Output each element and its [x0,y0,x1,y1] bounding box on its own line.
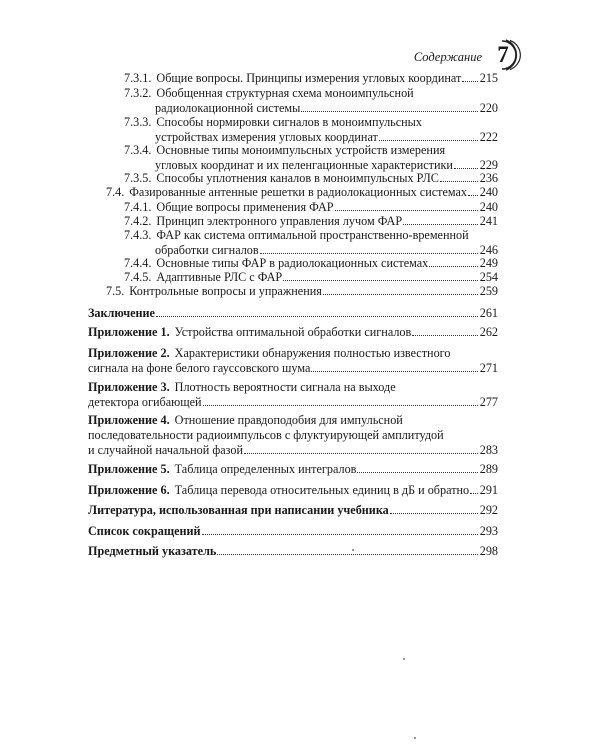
toc-entry-title: Адаптивные РЛС с ФАР [156,270,283,284]
toc-entry-conclusion[interactable] [88,306,498,321]
dot-leader [283,271,478,281]
toc-entry-page: 292 [479,503,498,517]
toc-entry-label: Приложение 6. [88,483,170,497]
dot-leader [156,307,478,317]
toc-entry-appendix-2[interactable] [88,346,498,376]
toc-entry-title: Способы нормировки сигналов в моноимпульсных [156,115,422,129]
dot-leader [203,396,478,406]
toc-entry-title: Предметный указатель [88,544,217,558]
toc-entry-title: Основные типы моноимпульсных устройств измерения [156,143,446,157]
dot-leader [311,362,477,372]
toc-entry-index[interactable] [88,544,498,559]
toc-entry-number: 7.4. [106,185,125,199]
toc-entry-appendix-4[interactable] [88,413,498,458]
toc-entry-7-4[interactable] [106,185,498,200]
toc-entry-label: Приложение 1. [88,325,170,339]
toc-entry-title-cont: детектора огибающей [88,395,202,409]
dot-leader [403,215,478,225]
dot-leader [301,102,477,112]
dot-leader [335,201,478,211]
toc-entry-label: Приложение 5. [88,462,170,476]
toc-entry-7-4-4[interactable] [124,256,498,271]
toc-entry-page: 241 [479,214,498,228]
toc-entry-7-3-5[interactable] [124,171,498,186]
toc-entry-title-cont: последовательности радиоимпульсов с флуктуирующей амплитудой [88,428,444,442]
dot-leader [470,484,478,494]
toc-entry-title: Заключение [88,306,155,320]
dot-leader [260,244,478,254]
toc-entry-number: 7.3.1. [124,71,152,85]
toc-entry-page: 293 [479,524,498,538]
toc-entry-7-4-1[interactable] [124,200,498,215]
toc-entry-page: 283 [479,443,498,457]
toc-entry-title-cont-2: и случайной начальной фазой [88,443,243,457]
toc-entry-number: 7.4.3. [124,228,152,242]
toc-entry-page: 271 [479,361,498,375]
toc-entry-abbreviations[interactable] [88,524,498,539]
toc-entry-page: 254 [479,270,498,284]
toc-entry-page: 259 [479,284,498,298]
toc-entry-title-cont: сигнала на фоне белого гауссовского шума [88,361,311,375]
toc-entry-title: Общие вопросы применения ФАР [156,200,334,214]
scan-speck [352,549,354,551]
toc-entry-page: 249 [479,256,498,270]
toc-entry-literature[interactable] [88,503,498,518]
toc-entry-title: Таблица перевода относительных единиц в дБ и обратно [174,483,470,497]
toc-entry-7-4-2[interactable] [124,214,498,229]
toc-entry-title: Отношение правдоподобия для импульсной [174,413,403,427]
toc-entry-7-4-5[interactable] [124,270,498,285]
toc-entry-number: 7.4.4. [124,256,152,270]
running-head-title: Содержание [413,50,482,64]
toc-entry-number: 7.3.5. [124,171,152,185]
toc-entry-appendix-1[interactable] [88,325,498,340]
page-number: 7 [497,42,509,67]
dot-leader [323,285,478,295]
toc-entry-appendix-3[interactable] [88,380,498,410]
scan-speck [414,737,416,739]
page-header [414,40,522,70]
toc-entry-page: 298 [479,544,498,558]
toc-entry-number: 7.3.3. [124,115,152,129]
toc-entry-title: Литература, использованная при написании учебника [88,503,389,517]
toc-entry-title: Принцип электронного управления лучом ФАР [156,214,403,228]
toc-entry-page: 229 [479,158,498,172]
page-number-badge [492,40,522,70]
toc-entry-label: Приложение 2. [88,346,170,360]
toc-entry-title: Фазированные антенные решетки в радиолокационных системах [129,185,468,199]
toc-entry-title: Таблица определенных интегралов [174,462,357,476]
toc-entry-title: Характеристики обнаружения полностью известного [174,346,451,360]
dot-leader [379,131,478,141]
toc-entry-title: Список сокращений [88,524,201,538]
toc-entry-page: 291 [479,483,498,497]
toc-entry-7-3-4[interactable] [124,143,498,173]
toc-entry-7-5[interactable] [106,284,498,299]
toc-entry-page: 240 [479,200,498,214]
toc-entry-page: 215 [479,71,498,85]
toc-entry-number: 7.3.4. [124,143,152,157]
toc-entry-number: 7.4.2. [124,214,152,228]
toc-entry-title: Способы уплотнения каналов в моноимпульсных РЛС [156,171,439,185]
toc-entry-number: 7.4.1. [124,200,152,214]
toc-entry-title: Основные типы ФАР в радиолокационных системах [156,256,429,270]
dot-leader [429,257,477,267]
scan-speck [403,658,405,660]
toc-entry-page: 246 [479,243,498,257]
dot-leader [217,545,477,555]
dot-leader [357,463,477,473]
toc-entry-page: 261 [479,306,498,320]
toc-entry-appendix-6[interactable] [88,483,498,498]
toc-entry-label: Приложение 3. [88,380,170,394]
toc-entry-7-3-1[interactable] [124,71,498,86]
dot-leader [244,444,478,454]
toc-entry-number: 7.3.2. [124,86,152,100]
toc-entry-title: Контрольные вопросы и упражнения [129,284,322,298]
toc-entry-title: Плотность вероятности сигнала на выходе [174,380,396,394]
dot-leader [440,172,478,182]
toc-entry-label: Приложение 4. [88,413,170,427]
toc-entry-page: 277 [479,395,498,409]
toc-entry-page: 240 [479,185,498,199]
toc-entry-page: 262 [479,325,498,339]
toc-entry-7-3-2[interactable] [124,86,498,116]
toc-entry-page: 220 [479,101,498,115]
dot-leader [412,326,477,336]
dot-leader [462,72,477,82]
toc-entry-appendix-5[interactable] [88,462,498,477]
dot-leader [468,186,478,196]
toc-entry-title-cont: угловых координат и их пеленгационные характеристики [155,158,453,172]
toc-entry-page: 236 [479,171,498,185]
toc-entry-page: 222 [479,130,498,144]
dot-leader [202,525,478,535]
toc-entry-title: Общие вопросы. Принципы измерения угловых координат [156,71,462,85]
dot-leader [390,504,478,514]
toc-entry-number: 7.4.5. [124,270,152,284]
dot-leader [454,159,478,169]
toc-entry-title-cont: устройствах измерения угловых координат [155,130,378,144]
toc-entry-number: 7.5. [106,284,125,298]
toc-entry-7-3-3[interactable] [124,115,498,145]
toc-entry-title: Устройства оптимальной обработки сигналов [174,325,412,339]
toc-entry-title-cont: радиолокационной системы [155,101,301,115]
toc-entry-title-cont: обработки сигналов [155,243,259,257]
toc-entry-7-4-3[interactable] [124,228,498,258]
toc-entry-title: Обобщенная структурная схема моноимпульсной [156,86,414,100]
toc-entry-title: ФАР как система оптимальной пространственно-временной [156,228,469,242]
toc-entry-page: 289 [479,462,498,476]
